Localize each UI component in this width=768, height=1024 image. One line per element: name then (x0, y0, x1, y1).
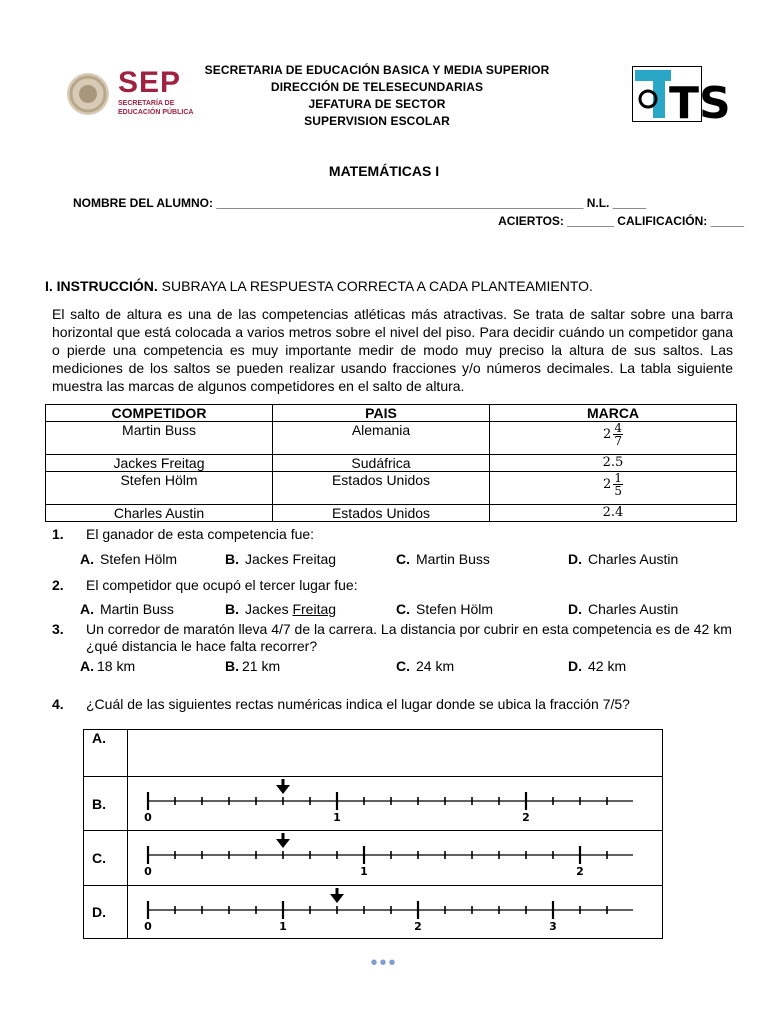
competitor-country: Estados Unidos (273, 505, 490, 522)
question-text: El ganador de esta competencia fue: (86, 526, 315, 542)
tick-label: 2 (522, 811, 530, 824)
table-row (46, 422, 737, 455)
number-line-b (128, 777, 662, 825)
header-line: SECRETARIA DE EDUCACIÓN BASICA Y MEDIA SUPERIOR (204, 63, 550, 77)
option-1a[interactable]: A. Stefen Hölm (80, 551, 178, 567)
instruction-text: SUBRAYA LA RESPUESTA CORRECTA A CADA PLANTEAMIENTO. (157, 278, 593, 294)
option-3a[interactable]: A. 18 km (80, 658, 136, 674)
tick-label: 1 (279, 920, 287, 933)
competitor-mark: 2.4 (490, 505, 737, 522)
ts-logo-text: TS (669, 78, 731, 129)
intro-paragraph: El salto de altura es una de las competencias atléticas más atractivas. Se trata de saltar sobre una barra horizontal que está colocada a varios metros sobre el nivel del piso. Para decidir cuándo un competidor gana o pierde una competencia es muy importante medir de modo muy preciso la altura de sus saltos. Las mediciones de los saltos se pueden realizar usando fracciones y/o números decimales. La tabla siguiente muestra las marcas de algunos competidores en el salto de altura. (52, 306, 733, 394)
competitor-name: Martin Buss (46, 422, 273, 455)
number-line-c (128, 831, 662, 880)
competitor-name: Stefen Hölm (46, 472, 273, 505)
tick-label: 2 (576, 865, 584, 878)
arrow-down-icon (330, 894, 344, 903)
number-line-empty (128, 730, 663, 777)
question-text: El competidor que ocupó el tercer lugar fue: (86, 577, 358, 593)
option-label: D. (84, 886, 128, 939)
tick-label: 0 (144, 865, 152, 878)
instruction (45, 278, 593, 294)
arrow-down-icon (276, 785, 290, 794)
question-number: 2. (52, 577, 64, 593)
question-number: 3. (52, 621, 64, 637)
competitor-mark: 2 1 5 (490, 472, 737, 505)
question-text-continued: ¿qué distancia le hace falta recorrer? (86, 638, 318, 654)
tick-label: 0 (144, 920, 152, 933)
option-2c[interactable]: C. Stefen Hölm (396, 601, 494, 617)
table-row (46, 455, 737, 472)
option-2b[interactable]: B. Jackes Freitag (225, 601, 337, 617)
option-3d[interactable]: D. 42 km (568, 658, 627, 674)
column-header: PAIS (273, 405, 490, 422)
competitor-country: Sudáfrica (273, 455, 490, 472)
competitor-mark: 2 4 7 (490, 422, 737, 455)
ts-logo-icon (632, 66, 731, 129)
option-label: B. (84, 777, 128, 831)
competitor-mark: 2.5 (490, 455, 737, 472)
competitor-name: Charles Austin (46, 505, 273, 522)
option-1b[interactable]: B. Jackes Freitag (225, 551, 337, 567)
option-4b[interactable] (84, 777, 663, 831)
competitor-name: Jackes Freitag (46, 455, 273, 472)
tick-label: 2 (414, 920, 422, 933)
option-2a[interactable]: A. Martin Buss (80, 601, 174, 617)
option-3c[interactable]: C. 24 km (396, 658, 455, 674)
competitors-table (45, 404, 737, 522)
table-row (46, 505, 737, 522)
score-line: ACIERTOS: _______ CALIFICACIÓN: _____ (498, 214, 744, 228)
arrow-down-icon (276, 839, 290, 848)
number-line-cell (128, 777, 663, 831)
option-label: C. (84, 831, 128, 886)
tick-label: 3 (549, 920, 557, 933)
header-line: JEFATURA DE SECTOR (308, 97, 446, 111)
tick-label: 0 (144, 811, 152, 824)
option-2d[interactable]: D. Charles Austin (568, 601, 679, 617)
instruction-label: I. INSTRUCCIÓN. (45, 278, 158, 294)
table-row (46, 472, 737, 505)
number-line-cell (128, 886, 663, 939)
sep-logo-main: SEP (118, 66, 182, 99)
question-number: 4. (52, 696, 64, 712)
student-name-line: NOMBRE DEL ALUMNO: _______________________________________________________ N.L. _____ (73, 196, 647, 210)
option-4d[interactable] (84, 886, 663, 939)
sep-logo-sub1: SECRETARÍA DE (118, 100, 175, 107)
option-3b[interactable]: B. 21 km (225, 658, 281, 674)
ts-logo (632, 66, 731, 129)
sep-logo-sub2: EDUCACIÓN PÚBLICA (118, 109, 194, 116)
option-4c[interactable] (84, 831, 663, 886)
column-header: COMPETIDOR (46, 405, 273, 422)
competitor-country: Alemania (273, 422, 490, 455)
option-1d[interactable]: D. Charles Austin (568, 551, 679, 567)
tick-label: 1 (360, 865, 368, 878)
number-line-d (128, 886, 662, 933)
page-title: MATEMÁTICAS I (328, 163, 440, 179)
page-more-indicator[interactable]: ••• (370, 952, 398, 974)
question-text: ¿Cuál de las siguientes rectas numéricas indica el lugar donde se ubica la fracción 7/5? (86, 696, 630, 712)
option-label: A. (84, 730, 128, 777)
column-header: MARCA (490, 405, 737, 422)
option-4a[interactable] (84, 730, 663, 777)
header-block (170, 62, 584, 130)
header-line: DIRECCIÓN DE TELESECUNDARIAS (270, 80, 484, 94)
option-1c[interactable]: C. Martin Buss (396, 551, 490, 567)
number-line-cell (128, 831, 663, 886)
tick-label: 1 (333, 811, 341, 824)
competitor-country: Estados Unidos (273, 472, 490, 505)
question-text: Un corredor de maratón lleva 4/7 de la carrera. La distancia por cubrir en esta competencia es de 42 km (86, 621, 732, 637)
number-line-options (83, 729, 663, 939)
header-line: SUPERVISION ESCOLAR (304, 114, 450, 128)
question-number: 1. (52, 526, 64, 542)
